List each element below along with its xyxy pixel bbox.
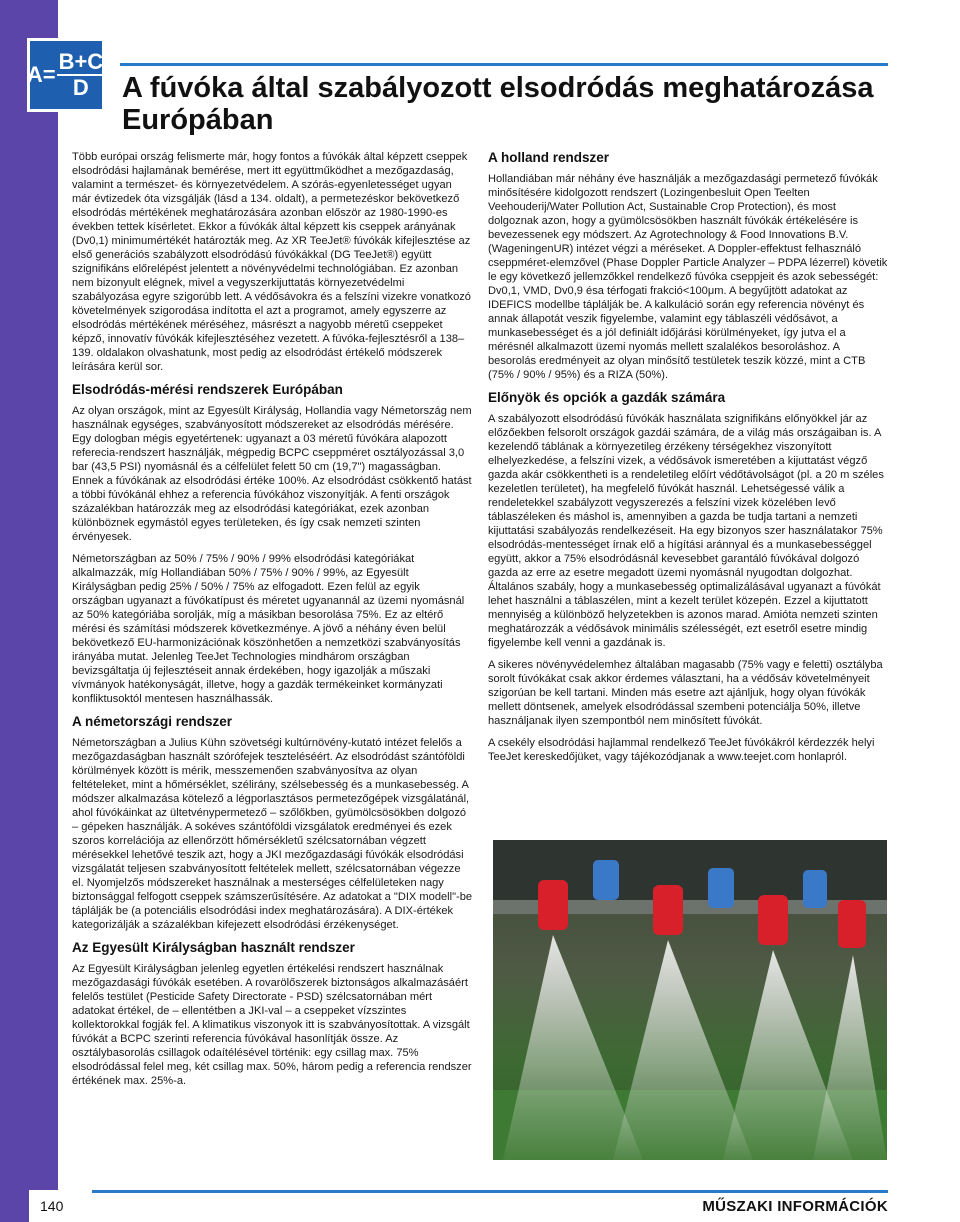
body-paragraph: A sikeres növényvédelemhez általában magasabb (75% vagy e feletti) osztályba sorolt fúvókákat csak akkor érdemes választani, ha a védősáv követelményeit szigorúan be kell tartani. Minden más esetre azt ajánljuk, hogy olyan fúvókák mellett döntsenek, amelyek elsodródással szembeni potenciálja 50%, illetve használjanak ilyen szempontból nem minősített fúvókát.: [488, 659, 883, 727]
left-sidebar-band: [0, 0, 58, 1190]
page-title: A fúvóka által szabályozott elsodródás meghatározása Európában: [122, 72, 874, 136]
blue-nozzle: [803, 870, 827, 908]
body-paragraph: Németországban az 50% / 75% / 90% / 99% elsodródási kategóriákat alkalmazzák, míg Hollandiában 50% / 75% / 90% / 99%, az Egyesült Királyságban pedig 25% / 50% / 75% az elfogadott. Ezen felül az egyik országban ugyanazt a fúvókatípust és méretet ugyanannál az üzemi nyomásnál az 50% kategóriába sorolják, míg a másikban besorolása 75%. Ez az eltérő mérési és számítási módszerek következménye. A jövő a néhány éven belül bekövetkező EU-harmonizációnak köszönhetően a nemzetközi szabványosítás irányába mutat. Jelenleg TeeJet Technologies mindhárom országban bevizsgáltatja új fejlesztéseit annak érdekében, hogy igazolják a műszaki vívmányok hatékonyságát, illetve, hogy a gazdák termékeinket kormányzati konfliktusoktól mentesen használhassák.: [72, 553, 465, 705]
title-rule: [120, 63, 888, 66]
right-column: [488, 150, 888, 772]
sprayer-nozzles-photo: [493, 840, 887, 1160]
section-heading-german-system: A németországi rendszer: [72, 714, 233, 729]
logo-fraction: [57, 50, 106, 100]
body-paragraph: Németországban a Julius Kühn szövetségi kultúrnövény-kutató intézet felelős a mezőgazdaságban használt szórófejek teszteléséért. Az elsodródást szántóföldi körülmények között is mérik, messzemenően szabványosítva az olyan feltételeket, mint a hőmérséklet, szélirány, szélsebesség és a munkasebesség. A módszer alkalmazása kötelező a légporlasztásos permetezőgépek vizsgálatánál, ahol fúvókáinkat az ültetvénypermetező – szőlőkben, gyümölcsösökben dolgozó – gépeken használják. A sokéves szántóföldi vizsgálatok eredményei és ezek szoros korrelációja az ellenőrzött hőmérsékletű szélcsatornában végzett mérésekkel lehetővé teszik azt, hogy a JKI mezőgazdasági fúvókák elsodródási vizsgálatát teljesen szabványosított feltételek mellett, szélcsatornában végezze el. Nyomjelzős módszereket használnak a mesterséges célfelületeken nagy biztonsággal felfogott cseppek számszerűsítésére. Az adatokat a "DIX modell"-be táplálják be (a potenciális elsodródási index meghatározására). A DIX-értékek kategorizálják a százalékban kifejezett elsodródási érzékenységet.: [72, 737, 473, 931]
red-nozzle: [838, 900, 866, 948]
logo-lhs: A=: [26, 62, 56, 87]
left-column: [72, 150, 474, 1096]
page-number: 140: [40, 1198, 64, 1214]
blue-nozzle: [708, 868, 734, 908]
body-paragraph: A szabályozott elsodródású fúvókák használata szignifikáns előnyökkel jár az előzőekben felsorolt országok gazdái számára, de a világ más országaiban is. A kezelendő táblának a környezetileg érzékeny térségekhez viszonyított elhelyezkedése, a felszíni vizek, a védősávok ismeretében a kijuttatást végző gazda akár csökkentheti is a rendeletileg előírt védőtávolságot (pl. a 20 m széles kezeletlen területet), ha megfelelő fúvókát használ. Lehetségessé válik a rendeletekkel szabályzott vegyszerezés a felszíni vizek közelében levő táblaszéleken és máshol is, amennyiben a gazda be tudja tartani a nemzeti kijuttatási szabályozás rendelkezéseit. Ha egy bizonyos szer használatakor 75% elsodródás-mentességet írnak elő a hígítási aránnyal és a munkasebességgel együtt, akkor a 75% elsodródásnál kevesebbet garantáló fúvókával dolgozó gazda az erre az esetre megadott üzemi nyomásnál nyugodtan dolgozhat. Általános szabály, hogy a munkasebesség optimalizálásával ugyanazt a fúvókát lehet használni a táblaszélen, mint a kezelt terület közepén. Ezzel a kijuttatott mennyiség a különböző helyzetekben is azonos marad. Amióta nemzeti szinten meghatározzák a védősávok minimális szélességét, ezt esetről esetre mindig figyelembe kell venni a gazdának is.: [488, 413, 884, 649]
formula-logo: [27, 38, 105, 112]
red-nozzle: [653, 885, 683, 935]
body-paragraph: Az olyan országok, mint az Egyesült Királyság, Hollandia vagy Németország nem használnak egységes, szabványosított módszereket az elsodródás mérésére. Egy dologban mégis egyetértenek: ugyanazt a 03 méretű fúvókára alapozott referecia-rendszert használják, mégpedig BCPC cseppméret osztályozással 3,0 bar (43,5 PSI) nyomásnál és a célfelület felett 50 cm (19,7") magasságban. Ennek a fúvókának az elsodródási értéke 100%. Az elsodródást csökkentő hatást a többi fúvókánál ehhez a referencia fúvókához viszonyítják. A fenti országok százalékban határozzák meg az elsodródási kategóriákat, ezek azonban különböznek egymástól egyes területeken, és így csak nemzeti szinten érvényesek.: [72, 405, 472, 543]
red-nozzle: [758, 895, 788, 945]
spray-cone: [813, 955, 887, 1160]
body-paragraph: Az Egyesült Királyságban jelenleg egyetlen értékelési rendszert használnak mezőgazdasági fúvókák esetében. A rovarölőszerek biztonságos alkalmazásáért felelős testület (Pesticide Safety Directorate - PSD) szélcsatornában mért adatokat értékel, de – ellentétben a JKI-val – a cseppeket vízszintes kollektorokkal fogják fel. A klimatikus viszonyok itt is szabványosítottak. A vizsgált fúvókát a BCPC szerinti referencia fúvókával hasonlítják össze. Az osztálybasorolás csillagok odaítélésével történik: egy csillag max. 75% elsodródással felel meg, két csillag max. 50%, három pedig a referencia rendszer értékének max. 25%-a.: [72, 963, 472, 1087]
section-heading-drift-systems: Elsodródás-mérési rendszerek Európában: [72, 382, 343, 397]
logo-denominator: D: [72, 75, 89, 100]
intro-paragraph: Több európai ország felismerte már, hogy fontos a fúvókák által képzett cseppek elsodródási hajlamának bemérése, mert itt együttműködhet a mezőgazdaság, valamint a természet- és környezetvédelem. A szórás-egyenletességet ugyan már évtizedek óta vizsgálják (lásd a 134. oldalt), a permetezéskor bekövetkező elsodródás mértékének meghatározására azonban először az 1980-1990-es években tettek kísérletet. Ekkor a fúvókák által képzett kis cseppek arányának (Dv0,1) minimumértékét határozták meg. Az XR TeeJet® fúvókák kifejlesztése az első generációs szabályzott elsodródású fúvókákkal (DG TeeJet®) együtt szignifikáns előrelépést jelentett a növényvédelmi technológiában. Ez azonban nem bizonyult elégnek, mivel a vegyszerkijuttatás környezetvédelmi szabályozása egyre szigorúbb lett. A védősávokra és a felszíni vizekre vonatkozó követelmények szigorodása indította el azt a programot, amely egyszerre az elsodródás mértékének méréséhez, másrészt a nagyobb méretű cseppeket képző, innovatív fúvókák kifejlesztéséhez vezetett. A fúvóka-fejlesztésről a 138–139. oldalakon olvashatunk, most pedig az elsodródást értékelő módszerek leírására kerül sor.: [72, 151, 471, 373]
red-nozzle: [538, 880, 568, 930]
footer-tab: [0, 1190, 29, 1222]
section-heading-farmer-benefits: Előnyök és opciók a gazdák számára: [488, 390, 726, 405]
blue-nozzle: [593, 860, 619, 900]
logo-numerator: B+C: [58, 49, 104, 74]
section-heading-uk-system: Az Egyesült Királyságban használt rendszer: [72, 940, 355, 955]
section-heading-dutch-system: A holland rendszer: [488, 150, 610, 165]
footer-section-name: MŰSZAKI INFORMÁCIÓK: [702, 1198, 888, 1215]
body-paragraph: Hollandiában már néhány éve használják a mezőgazdasági permetező fúvókák minősítésére kidolgozott rendszert (Lozingenbesluit Open Teelten Veehouderij/Water Pollution Act, Sustainable Crop Protection), és most dolgoznak azon, hogy a gyümölcsösökben használt fúvókák értékelésére is bevezessenek egy módszert. Az Agrotechnology & Food Innovations B.V. (WageningenUR) intézet végzi a méréseket. A Doppler-effektust felhasználó cseppméret-elemzővel (Phase Doppler Particle Analyzer – PDPA lézerrel) követik le egy következő jellemzőkkel rendelkező fúvóka cseppjeit és azok sebességét: Dv0,1, VMD, Dv0,9 ésa térfogati frakció<100μm. A begyűjtött adatokat az IDEFICS modellbe táplálják be. A kalkuláció során egy referencia növényt és annak állapotát veszik figyelembe, valamint egy táblaszéli védősávot, a munkasebességet és a jól definiált időjárási körülményeket, így jutva el a mérésnél alkalmazott üzemi nyomás mellett szalalékos besoroláshoz. A besorolás eredményeit az olyan minősítő testületek teszik közzé, mint a CTB (75% / 90% / 95%) és a RIZA (50%).: [488, 173, 888, 381]
sprayer-nozzles-illustration: [493, 840, 887, 1160]
body-paragraph: A csekély elsodródási hajlammal rendelkező TeeJet fúvókákról kérdezzék helyi TeeJet kereskedőjüket, vagy tájékozódjanak a www.teejet.com honlapról.: [488, 737, 875, 763]
footer-rule: [92, 1190, 888, 1193]
